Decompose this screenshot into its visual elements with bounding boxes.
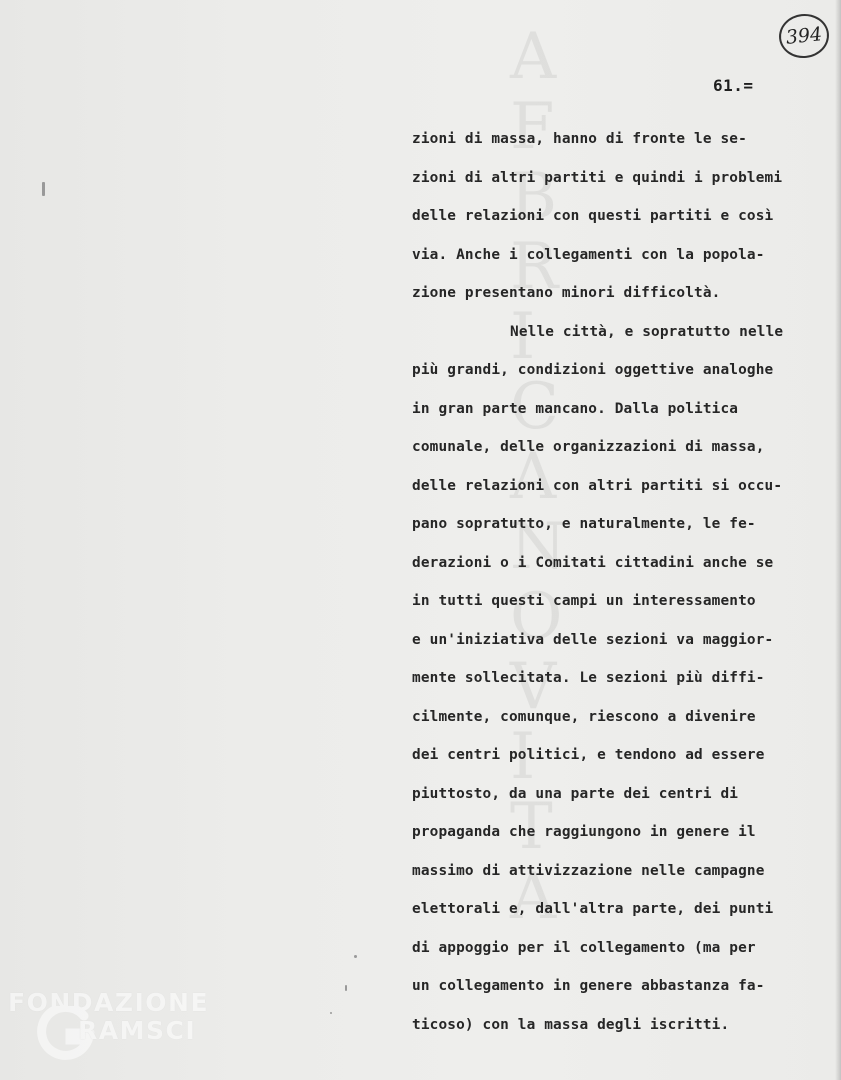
text-line: e un'iniziativa delle sezioni va maggior- (412, 631, 774, 648)
text-line: zione presentano minori difficoltà. (412, 285, 721, 301)
background-watermark: A F B R I C A N O V I T A (510, 20, 566, 934)
text-line: piuttosto, da una parte dei centri di (412, 785, 739, 802)
paper-speck (345, 985, 347, 991)
paper-mark (42, 182, 45, 196)
page-edge-shadow (835, 0, 841, 1080)
fondazione-gramsci-watermark-logo (0, 980, 230, 1070)
logo-text-line2: RAMSCI (78, 1016, 197, 1045)
text-line: zioni di altri partiti e quindi i problemi (412, 169, 783, 186)
text-line: in gran parte mancano. Dalla politica (412, 400, 739, 417)
typewritten-text-block (412, 120, 822, 1044)
text-line: ticoso) con la massa degli iscritti. (412, 1016, 730, 1033)
paragraph-start-line: Nelle città, e sopratutto nelle (510, 323, 784, 340)
handwritten-archive-number: 394 (777, 12, 831, 61)
text-line: propaganda che raggiungono in genere il (412, 824, 756, 840)
text-line: comunale, delle organizzazioni di massa, (412, 439, 765, 455)
text-line: pano sopratutto, e naturalmente, le fe- (412, 516, 756, 532)
text-line: delle relazioni con altri partiti si occu- (412, 477, 783, 494)
page-number: 61.= (713, 76, 754, 95)
text-line: via. Anche i collegamenti con la popola- (412, 246, 765, 263)
text-line: elettorali e, dall'altra parte, dei punti (412, 901, 774, 917)
text-line: cilmente, comunque, riescono a divenire (412, 708, 756, 725)
logo-text-line1: FONDAZIONE (8, 988, 210, 1017)
text-line: dei centri politici, e tendono ad essere (412, 747, 765, 763)
text-line: in tutti questi campi un interessamento (412, 593, 756, 609)
text-line: massimo di attivizzazione nelle campagne (412, 862, 765, 879)
paper-speck (354, 955, 357, 958)
text-line: derazioni o i Comitati cittadini anche se (412, 554, 774, 571)
text-line: mente sollecitata. Le sezioni più diffi- (412, 670, 765, 686)
text-line: più grandi, condizioni oggettive analoghe (412, 362, 774, 378)
text-line: zioni di massa, hanno di fronte le se- (412, 131, 747, 147)
text-line: delle relazioni con questi partiti e così (412, 208, 774, 224)
text-line: un collegamento in genere abbastanza fa- (412, 978, 765, 994)
paper-speck (330, 1012, 332, 1014)
text-line: di appoggio per il collegamento (ma per (412, 939, 756, 956)
